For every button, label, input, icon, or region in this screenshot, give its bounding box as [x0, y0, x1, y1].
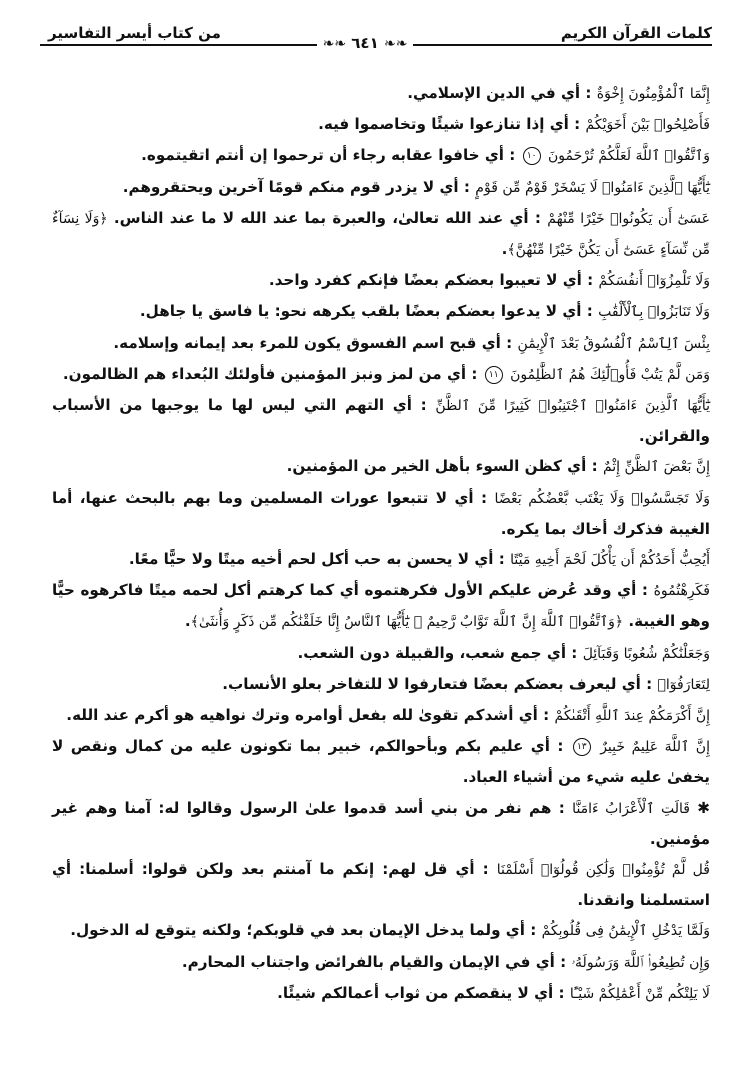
explanation: : أي لا تعيبوا بعضكم بعضًا فإنكم كفرد واحد.: [268, 271, 594, 290]
glossary-entry: [52, 575, 710, 637]
quran-phrase: إِنَّمَا ٱلْمُؤْمِنُونَ إِخْوَةٌ: [596, 86, 710, 102]
explanation: : أي قل لهم: إنكم ما آمنتم بعد ولكن قولوا: أسلمنا: أي استسلمنا وانقدنا.: [52, 860, 710, 910]
ayah-number-icon: ١٠: [523, 147, 541, 165]
explanation: : أي ولما يدخل الإيمان بعد في قلوبكم؛ ولكنه يتوقع له الدخول.: [70, 921, 537, 940]
explanation: : أي عليم بكم وبأحوالكم، خبير بما تكونون عليه من كمال ونقص لا يخفىٰ عليه شيء من أشياء العباد.: [52, 737, 710, 787]
explanation: : أي لا يزدر قوم منكم قومًا آخرين ويحتقروهم.: [122, 177, 470, 196]
ornament-icon: ❧❧: [322, 36, 347, 52]
glossary-entry: [52, 483, 710, 544]
quran-phrase: يَٰٓأَيُّهَا ٱلَّذِينَ ءَامَنُوا۟ لَا يَسْخَرْ قَوْمٌ مِّن قَوْمٍ: [475, 179, 710, 196]
glossary-entry: [52, 915, 710, 946]
glossary-entry: [52, 669, 710, 700]
quran-phrase: وَلَمَّا يَدْخُلِ ٱلْإِيمَٰنُ فِى قُلُوبِكُمْ: [541, 923, 710, 940]
quran-phrase: فَأَصْلِحُوا۟ بَيْنَ أَخَوَيْكُمْ: [585, 117, 710, 134]
ornament-icon: ❧❧: [383, 36, 408, 52]
glossary-entry: [52, 109, 710, 140]
quran-phrase: قَالَتِ ٱلْأَعْرَابُ ءَامَنَّا: [572, 800, 690, 817]
quran-phrase: وَٱتَّقُوا۟ ٱللَّهَ لَعَلَّكُمْ تُرْحَمُونَ: [547, 148, 710, 165]
quran-phrase: أَيُحِبُّ أَحَدُكُمْ أَن يَأْكُلَ لَحْمَ أَخِيهِ مَيْتًا: [510, 552, 710, 569]
glossary-entry: [52, 947, 710, 978]
glossary-entry: [52, 700, 710, 731]
quran-phrase: عَسَىٰٓ أَن يَكُونُوا۟ خَيْرًا مِّنْهُمْ: [547, 210, 710, 227]
explanation: : أي وقد عُرض عليكم الأول فكرهتموه أي كما كرهتم أكل لحمه ميتًا فاكرهوه حيًّا وهو الغيبة.: [52, 581, 710, 631]
explanation: : أي في الدين الإسلامي.: [407, 84, 592, 102]
explanation: : أي لا يدعوا بعضكم بعضًا بلقب يكرهه نحو: يا فاسق يا جاهل.: [139, 302, 593, 321]
quran-phrase: وَلَا تَلْمِزُوٓا۟ أَنفُسَكُمْ: [598, 273, 710, 290]
glossary-entry: [52, 265, 710, 296]
quran-phrase: وَإِن تُطِيعُوا۟ ٱللَّهَ وَرَسُولَهُۥ: [571, 954, 710, 971]
glossary-entry: [52, 390, 710, 451]
explanation: : هم نفر من بني أسد قدموا علىٰ الرسول وقالوا له: آمنا وهم غير مؤمنين.: [52, 798, 710, 848]
explanation: : أي جمع شعب، والقبيلة دون الشعب.: [297, 643, 578, 662]
quran-phrase: وَجَعَلْنَٰكُمْ شُعُوبًا وَقَبَآئِلَ: [582, 645, 710, 662]
explanation: : أي التهم التي ليس لها ما يوجبها من الأسباب والقرائن.: [52, 396, 710, 446]
quran-phrase: إِنَّ بَعْضَ ٱلظَّنِّ إِثْمٌ: [602, 459, 710, 476]
quran-phrase: وَمَن لَّمْ يَتُبْ فَأُو۟لَٰٓئِكَ هُمُ ٱلظَّٰلِمُونَ: [510, 366, 710, 383]
explanation: : أي لا تتبعوا عورات المسلمين وما بهم بالبحث عنها، أما الغيبة فذكرك أخاك بما يكره.: [52, 488, 710, 538]
quran-phrase: قُل لَّمْ تُؤْمِنُوا۟ وَلَٰكِن قُولُوٓا۟ أَسْلَمْنَا: [496, 862, 710, 879]
explanation: : أي لا يحسن به حب أكل لحم أخيه ميتًا ولا حيًّا معًا.: [128, 550, 505, 569]
glossary-entry: [52, 203, 710, 265]
star-bullet-icon: ✱: [697, 798, 711, 817]
quran-phrase: لَا يَلِتْكُم مِّنْ أَعْمَٰلِكُمْ شَيْـًٔا: [569, 985, 710, 1002]
quran-quote: ﴿وَٱتَّقُوا۟ ٱللَّهَ إِنَّ ٱللَّهَ تَوَّابٌ رَّحِيمٌ ⑫ يَٰٓأَيُّهَا ٱلنَّاسُ إِنَّا خَلَقْنَٰكُم مِّن ذَكَرٍ وَأُنثَىٰ﴾: [190, 614, 624, 631]
glossary-entry: [52, 328, 710, 359]
glossary-entry: [52, 793, 710, 854]
explanation: : أي إذا تنازعوا شيئًا وتخاصموا فيه.: [318, 115, 581, 134]
explanation: : أي لا ينقصكم من ثواب أعمالكم شيئًا.: [277, 983, 565, 1002]
page-number: ٦٤١: [351, 34, 379, 52]
quran-phrase: يَٰٓأَيُّهَا ٱلَّذِينَ ءَامَنُوا۟ ٱجْتَنِبُوا۟ كَثِيرًا مِّنَ ٱلظَّنِّ: [435, 398, 710, 415]
explanation: : أي من لمز ونبز المؤمنين فأولئك البُعداء هم الظالمون.: [62, 364, 478, 383]
glossary-entry: [52, 359, 710, 390]
quran-phrase: إِنَّ أَكْرَمَكُمْ عِندَ ٱللَّهِ أَتْقَىٰكُمْ: [554, 708, 710, 725]
glossary-entry: [52, 172, 710, 203]
quran-quote: ﴿وَلَا نِسَآءٌ مِّن نِّسَآءٍ عَسَىٰٓ أَن يَكُنَّ خَيْرًا مِّنْهُنَّ﴾: [52, 210, 710, 259]
quran-phrase: وَلَا تَجَسَّسُوا۟ وَلَا يَغْتَب بَّعْضُكُم بَعْضًا: [494, 490, 710, 507]
glossary-entry: [52, 78, 710, 109]
glossary-entry: [52, 731, 710, 792]
ayah-number-icon: ١٣: [573, 738, 591, 756]
explanation: : أي أشدكم تقوىٰ لله بفعل أوامره وترك نواهيه هو أكرم عند الله.: [66, 706, 550, 725]
book-title: من كتاب أيسر التفاسير: [48, 24, 221, 42]
explanation: : أي خافوا عقابه رجاء أن ترحموا إن أنتم اتقيتموه.: [141, 146, 516, 165]
explanation: : أي قبح اسم الفسوق يكون للمرء بعد إيمانه وإسلامه.: [113, 333, 513, 352]
glossary-entry: [52, 854, 710, 915]
quran-phrase: إِنَّ ٱللَّهَ عَلِيمٌ خَبِيرٌ: [600, 739, 710, 756]
glossary-entry: [52, 638, 710, 669]
explanation: : أي ليعرف بعضكم بعضًا فتعارفوا لا للتفاخر بعلو الأنساب.: [222, 674, 653, 693]
glossary-entry: [52, 544, 710, 575]
book-section-title: كلمات القرآن الكريم: [560, 24, 712, 42]
glossary-entry: [52, 451, 710, 482]
glossary-body: [52, 78, 710, 1009]
entry-tail: .: [184, 612, 191, 631]
page-number-box: [0, 34, 730, 52]
glossary-entry: [52, 140, 710, 171]
quran-phrase: لِتَعَارَفُوٓا۟: [657, 676, 710, 693]
quran-phrase: فَكَرِهْتُمُوهُ: [653, 583, 710, 600]
quran-phrase: وَلَا تَنَابَزُوا۟ بِٱلْأَلْقَٰبِ: [598, 304, 710, 321]
explanation: : أي عند الله تعالىٰ، والعبرة بما عند الله لا ما عند الناس.: [113, 208, 541, 227]
explanation: : أي في الإيمان والقيام بالفرائض واجتناب المحارم.: [181, 952, 567, 971]
quran-phrase: بِئْسَ ٱلِٱسْمُ ٱلْفُسُوقُ بَعْدَ ٱلْإِيمَٰنِ: [517, 335, 710, 352]
glossary-entry: [52, 978, 710, 1009]
entry-tail: .: [501, 240, 508, 259]
explanation: : أي كظن السوء بأهل الخير من المؤمنين.: [286, 457, 598, 476]
ayah-number-icon: ١١: [485, 366, 503, 384]
glossary-entry: [52, 296, 710, 327]
